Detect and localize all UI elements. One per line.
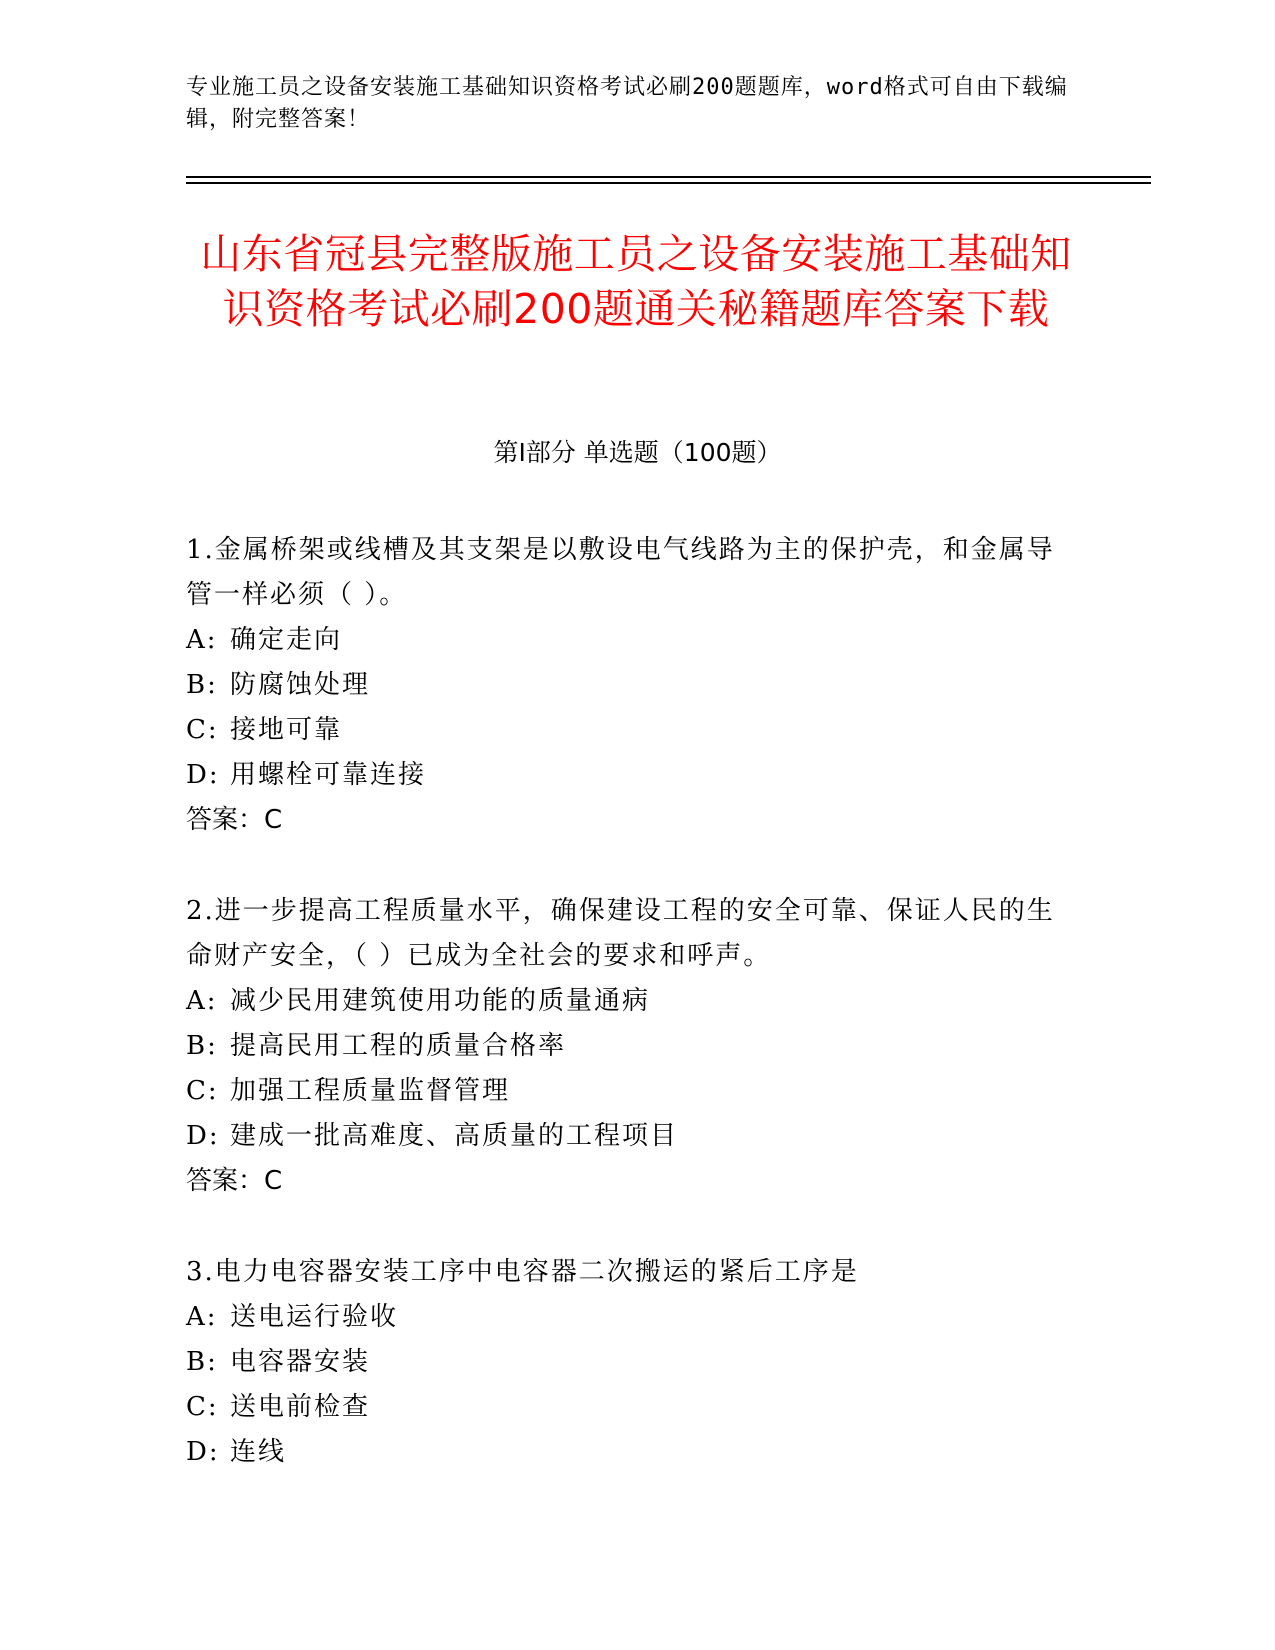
option-text: 防腐蚀处理 — [230, 670, 371, 700]
answer-line: 答案：C — [186, 1166, 283, 1196]
option-a — [186, 1295, 1066, 1340]
option-d — [186, 1114, 1066, 1159]
option-d — [186, 1430, 1066, 1475]
option-text: 建成一批高难度、高质量的工程项目 — [230, 1121, 679, 1151]
option-a — [186, 618, 1066, 663]
question-3 — [186, 1250, 1066, 1475]
option-d — [186, 753, 1066, 798]
option-key: A: — [186, 986, 218, 1016]
option-key: A: — [186, 1302, 218, 1332]
question-stem: 1.金属桥架或线槽及其支架是以敷设电气线路为主的保护壳，和金属导管一样必须（ ）。 — [186, 535, 1055, 610]
option-text: 送电运行验收 — [230, 1302, 399, 1332]
option-key: C: — [186, 1392, 219, 1422]
option-c — [186, 1069, 1066, 1114]
option-key: D: — [186, 1121, 220, 1151]
option-text: 加强工程质量监督管理 — [230, 1076, 511, 1106]
option-c — [186, 708, 1066, 753]
option-key: A: — [186, 625, 218, 655]
option-text: 确定走向 — [230, 625, 343, 655]
header-note: 专业施工员之设备安装施工基础知识资格考试必刷200题题库，word格式可自由下载编辑，附完整答案！ — [186, 75, 1068, 132]
option-text: 电容器安装 — [230, 1347, 371, 1377]
question-stem: 3.电力电容器安装工序中电容器二次搬运的紧后工序是 — [186, 1257, 859, 1287]
option-text: 接地可靠 — [230, 715, 343, 745]
option-key: B: — [186, 670, 218, 700]
option-key: C: — [186, 1076, 219, 1106]
option-key: D: — [186, 760, 220, 790]
option-text: 送电前检查 — [230, 1392, 371, 1422]
option-b — [186, 1340, 1066, 1385]
option-text: 用螺栓可靠连接 — [230, 760, 427, 790]
option-b — [186, 663, 1066, 708]
header-divider-top — [186, 176, 1151, 178]
question-1 — [186, 528, 1066, 843]
section-heading: 第Ⅰ部分 单选题（100题） — [493, 438, 782, 467]
option-c — [186, 1385, 1066, 1430]
option-text: 提高民用工程的质量合格率 — [230, 1031, 567, 1061]
option-b — [186, 1024, 1066, 1069]
answer-line: 答案：C — [186, 805, 283, 835]
header-divider-bottom — [186, 182, 1151, 184]
document-title: 山东省冠县完整版施工员之设备安装施工基础知识资格考试必刷200题通关秘籍题库答案下载 — [200, 230, 1072, 333]
option-text: 减少民用建筑使用功能的质量通病 — [230, 986, 651, 1016]
option-key: B: — [186, 1031, 218, 1061]
option-text: 连线 — [230, 1437, 287, 1467]
option-key: D: — [186, 1437, 220, 1467]
question-stem: 2.进一步提高工程质量水平，确保建设工程的安全可靠、保证人民的生命财产安全，（ ）已成为全社会的要求和呼声。 — [186, 896, 1055, 971]
question-2 — [186, 889, 1066, 1204]
option-key: B: — [186, 1347, 218, 1377]
option-a — [186, 979, 1066, 1024]
question-list — [186, 528, 1066, 1521]
option-key: C: — [186, 715, 219, 745]
